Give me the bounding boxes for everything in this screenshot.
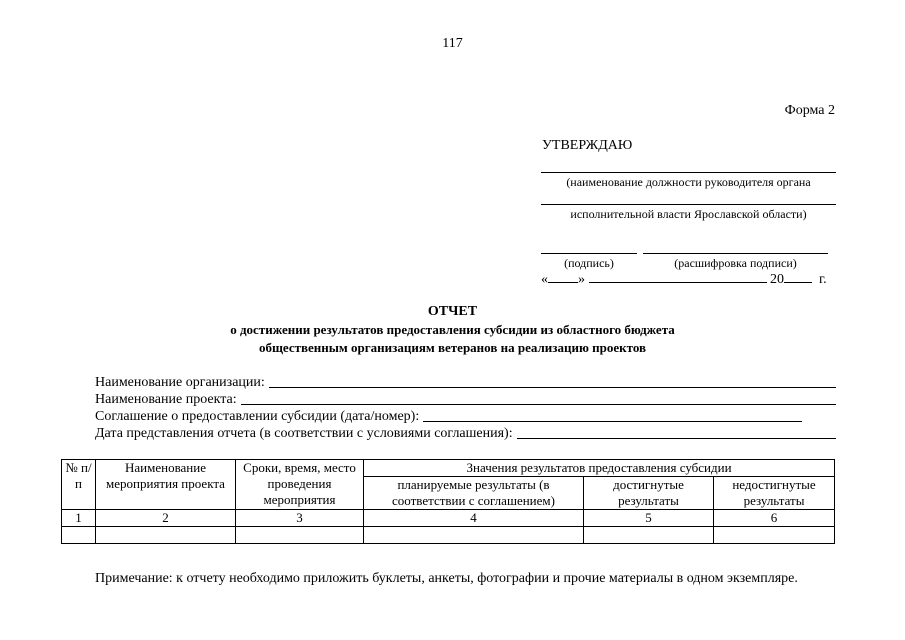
col-number: 4 <box>364 510 584 527</box>
signature-decode-caption: (расшифровка подписи) <box>674 256 797 270</box>
col-number: 5 <box>584 510 714 527</box>
table-row <box>62 527 835 544</box>
date-month-blank[interactable] <box>589 270 767 283</box>
approval-title: УТВЕРЖДАЮ <box>542 138 633 153</box>
field-label: Соглашение о предоставлении субсидии (дата/номер): <box>95 409 420 424</box>
table-cell[interactable] <box>364 527 584 544</box>
table-header-row <box>62 460 835 477</box>
date-open-quote: « <box>541 272 548 287</box>
position-caption-1: (наименование должности руководителя органа <box>566 175 811 189</box>
report-title: ОТЧЕТ <box>427 304 478 319</box>
report-subtitle-1: о достижении результатов предоставления субсидии из областного бюджета <box>230 322 675 337</box>
col-event-header: Наименование мероприятия проекта <box>96 460 236 510</box>
col-not-achieved-header: недостигнутые результаты <box>714 477 835 510</box>
col-time-header: Сроки, время, место проведения мероприятия <box>236 460 364 510</box>
approval-date-line <box>541 270 827 288</box>
note-text: Примечание: к отчету необходимо приложить буклеты, анкеты, фотографии и прочие материалы в одном экземпляре. <box>95 571 798 586</box>
results-table <box>61 459 835 544</box>
col-number: 2 <box>96 510 236 527</box>
col-achieved-header: достигнутые результаты <box>584 477 714 510</box>
report-subtitle-2: общественным организациям ветеранов на реализацию проектов <box>258 340 647 355</box>
col-number: 6 <box>714 510 835 527</box>
field-project <box>95 391 836 408</box>
year-prefix: 20 <box>770 272 784 287</box>
field-blank[interactable] <box>517 438 836 439</box>
field-organization <box>95 374 836 391</box>
date-close-quote: » <box>578 272 585 287</box>
field-label: Наименование организации: <box>95 375 265 390</box>
table-cell[interactable] <box>236 527 364 544</box>
table-number-row <box>62 510 835 527</box>
table-cell[interactable] <box>714 527 835 544</box>
table-cell[interactable] <box>62 527 96 544</box>
position-line-1 <box>541 172 836 173</box>
field-blank[interactable] <box>241 404 836 405</box>
field-blank[interactable] <box>423 421 802 422</box>
date-day-blank[interactable] <box>548 270 578 283</box>
col-planned-header: планируемые результаты (в соответствии с соглашением) <box>364 477 584 510</box>
col-no-header: № п/п <box>62 460 96 510</box>
signature-decode-line <box>643 253 828 254</box>
field-label: Дата представления отчета (в соответствии с условиями соглашения): <box>95 426 513 441</box>
table-cell[interactable] <box>96 527 236 544</box>
field-agreement <box>95 408 836 425</box>
field-report-date <box>95 425 836 442</box>
report-fields <box>95 374 836 442</box>
field-label: Наименование проекта: <box>95 392 237 407</box>
date-year-blank[interactable] <box>784 270 812 283</box>
signature-line <box>541 253 637 254</box>
signature-caption: (подпись) <box>564 256 614 270</box>
col-results-group-header: Значения результатов предоставления субсидии <box>364 460 835 477</box>
form-label: Форма 2 <box>784 103 835 118</box>
table-cell[interactable] <box>584 527 714 544</box>
col-number: 1 <box>62 510 96 527</box>
year-suffix: г. <box>819 272 827 287</box>
col-number: 3 <box>236 510 364 527</box>
field-blank[interactable] <box>269 387 836 388</box>
page-number: 117 <box>442 36 463 51</box>
position-caption-2: исполнительной власти Ярославской области) <box>570 207 807 221</box>
position-line-2 <box>541 204 836 205</box>
